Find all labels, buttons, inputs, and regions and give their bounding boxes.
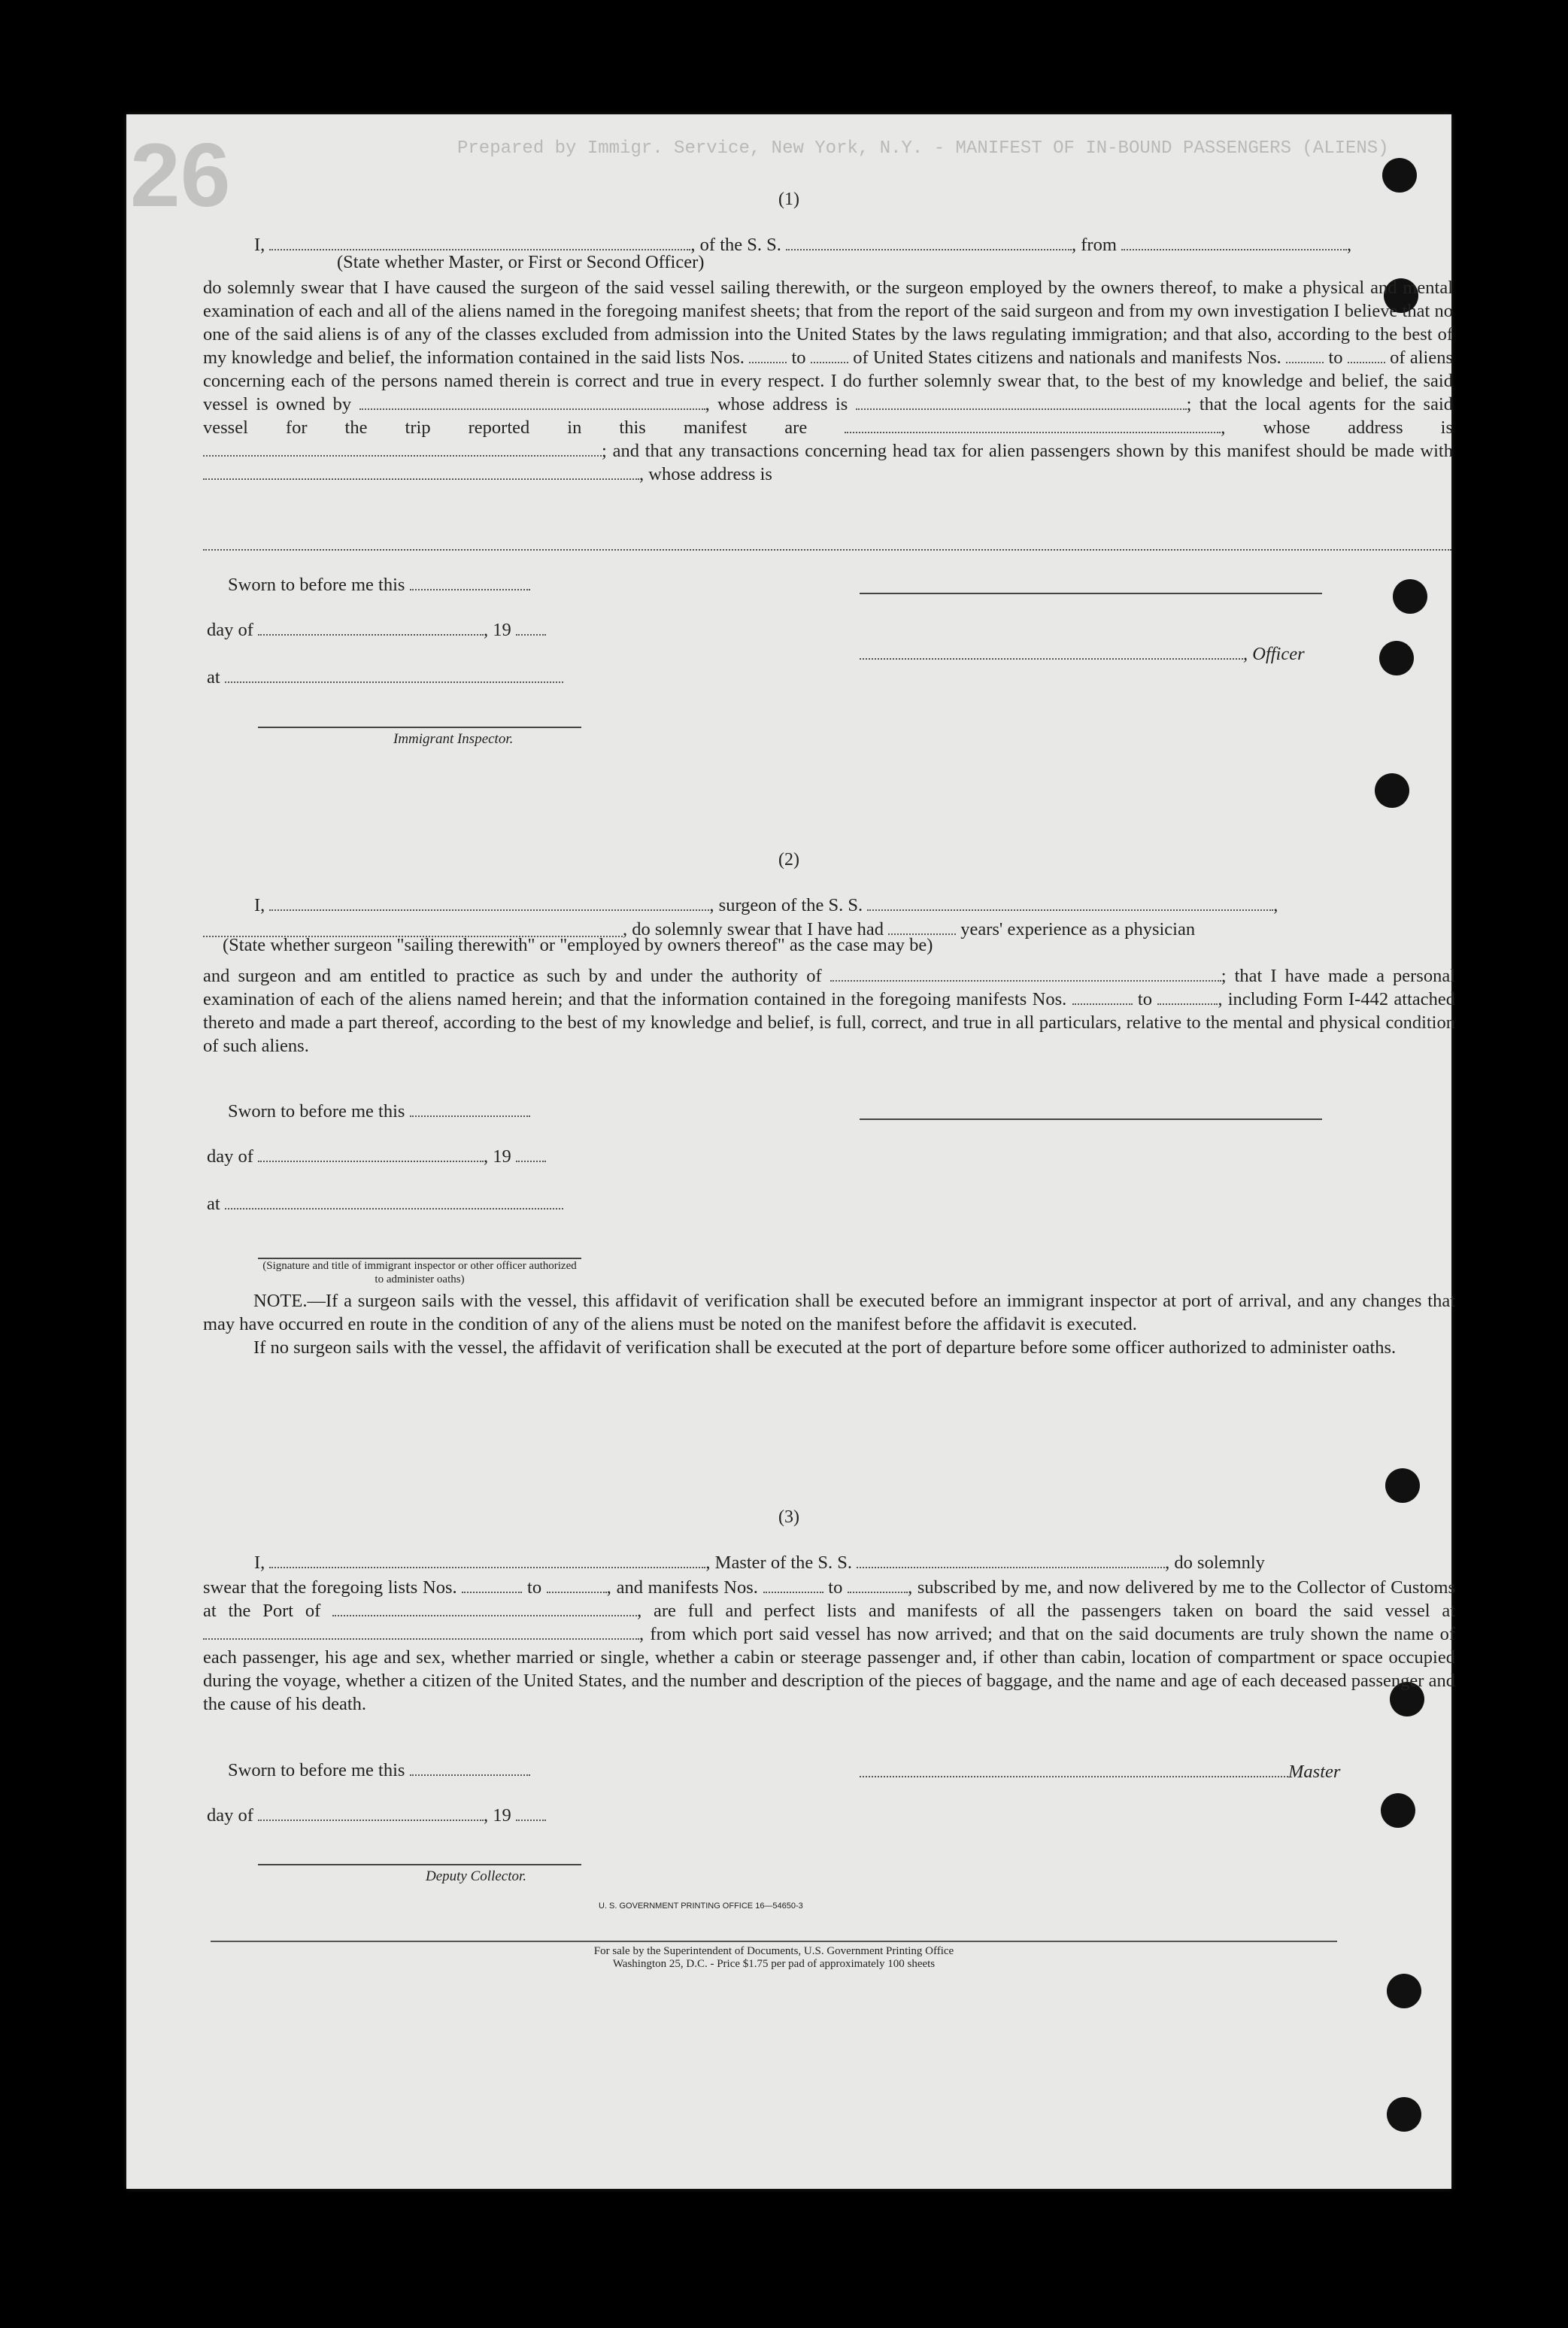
text-at: at [207,1194,220,1214]
manifests-from-field[interactable] [763,1578,823,1593]
immigrant-inspector-label: Immigrant Inspector. [393,731,514,747]
lists-to-field[interactable] [547,1578,607,1593]
year-field[interactable] [516,621,546,636]
surgeon-signature-line[interactable] [860,1118,1322,1120]
text-sworn: Sworn to before me this [228,575,405,595]
text-i: I, [254,1553,265,1573]
text-i: I, [254,235,265,255]
text-officer: , Officer [1243,644,1305,664]
text-master: Master [1288,1762,1341,1782]
faded-stamp-number: 26 [130,125,231,226]
section-3-number: (3) [778,1507,799,1527]
sworn-date-field[interactable] [410,575,530,590]
lists-from-field[interactable] [462,1578,522,1593]
text-year: , 19 [484,620,511,640]
text-whose-address: whose address is [1263,417,1454,438]
head-tax-party-field[interactable] [203,465,639,480]
punch-hole [1381,1793,1415,1828]
local-agents-field[interactable] [845,418,1221,433]
section-1-first-line: I, , of the S. S. , from , [254,235,1352,255]
note-block [203,1289,1455,1359]
deputy-collector-label: Deputy Collector. [426,1868,527,1884]
text-do-solemnly: , do solemnly [1165,1553,1265,1573]
state-note-2: (State whether surgeon "sailing therewith" or "employed by owners thereof" as the case may be) [223,935,933,955]
text-from: , from [1072,235,1117,255]
text-full-perfect: , are full and perfect lists and [637,1601,896,1621]
note-paragraph-a: NOTE.—If a surgeon sails with the vessel, this affidavit of verification shall be executed before an immigrant inspector at port of arrival, and any changes that may have occurred en route in the condition of any of the aliens must be noted on the manifest before the affidavit is executed. [203,1291,1455,1334]
manifests-to-field[interactable] [848,1578,908,1593]
text-master-of: , Master of the S. S. [705,1553,853,1573]
master-signature-field[interactable] [860,1762,1288,1777]
faded-heading: Prepared by Immigr. Service, New York, N.Y. - MANIFEST OF IN-BOUND PASSENGERS (ALIENS) [457,138,1389,159]
note-paragraph-b: If no surgeon sails with the vessel, the affidavit of verification shall be executed at the port of departure before some officer authorized to administer oaths. [253,1337,1397,1358]
section-3-first-line [254,1553,1265,1574]
section-1-text-a: do solemnly swear that I have caused the surgeon of the said vessel sailing therewith, or the surgeon employed by the owners thereof, to make a physical and mental examination of each and all of the aliens named in the foregoing manifest sheets; that from the report of the said surgeon and from my own investigation I believe that no one of the said aliens is of any of the classes excluded from admission into the United States by the laws regulating immigration; and that also, according to the best of my knowledge and belief, the information contained in the said lists Nos. [203,278,1453,368]
text-at: at [207,667,220,687]
section-3-text-c: manifests of all the passengers taken on board the said vessel at [907,1601,1456,1621]
at-place-field[interactable] [225,668,563,683]
manifests-from-field[interactable] [1072,990,1133,1005]
year-field[interactable] [516,1806,546,1821]
section-3-text-d: port said vessel has now arrived; and that on the said documents are truly shown the name of each passenger, his age and sex, whether married or single, whether a cabin or steerage passenger and, if other than cabin, location of compartment or space occupied during the voyage, whether a citizen of the United States, and the number and description of the pieces of baggage, and the name and age of each deceased passenger and the cause of his death. [203,1624,1456,1714]
section-2-number: (2) [778,850,799,870]
vessel-owner-field[interactable] [359,395,705,410]
punch-hole [1379,641,1414,675]
master-name-field[interactable] [269,1553,705,1568]
master-signature-line [860,1762,1340,1783]
text-to: to [527,1577,542,1598]
punch-hole [1387,1974,1421,2008]
punch-hole [1375,773,1409,808]
section-3-text-a: swear that the foregoing lists Nos. [203,1577,457,1598]
manifests-to-field[interactable] [1157,990,1218,1005]
text-day-of: day of [207,620,253,640]
inspector-signature-line[interactable] [258,727,581,728]
sale-notice-line-2: Washington 25, D.C. - Price $1.75 per pad of approximately 100 sheets [612,1958,936,1970]
year-field[interactable] [516,1147,546,1162]
day-of-line-3 [207,1805,546,1826]
text-to: to [1328,348,1343,368]
signature-title-note: (Signature and title of immigrant inspector or other officer authorized to administer oaths) [262,1260,577,1285]
port-field[interactable] [332,1601,637,1616]
text-whose-address: , whose address is [639,464,772,484]
text-year: , 19 [484,1805,511,1826]
section-3-text-b: delivered by me to the Collector of Customs at the Port of [203,1577,1456,1621]
surgeon-name-field[interactable] [269,896,709,911]
section-1-text-c: of aliens concerning each of the persons named therein is correct and true in every respect. I do further solemnly swear that, to the best of my knowledge and belief, the said vessel is owned by [203,348,1453,414]
text-to: to [1137,989,1152,1009]
day-of-line-2 [207,1146,546,1167]
text-to: to [828,1577,843,1598]
punch-hole [1385,1468,1420,1503]
lists-from-field[interactable] [749,348,787,363]
gpo-imprint: U. S. GOVERNMENT PRINTING OFFICE 16—54650-3 [599,1902,803,1911]
text-from-which: , from which [639,1624,738,1644]
officer-line [860,644,1305,665]
sworn-date-field[interactable] [410,1761,530,1776]
section-1-text-d: that the local agents for the said vessel for the trip reported in this manifest are [203,394,1454,438]
section-1-body: do solemnly swear that I have caused the surgeon of the said vessel sailing therewith, or the surgeon employed by the owners thereof, to make a physical and mental examination of each and all of the aliens named in the foregoing manifest sheets; that from the report of the said surgeon and from my own investigation I believe that no one of the said aliens is of any of the classes excluded from admission into the United States by the laws regulating immigration; and that also, according to the best of my knowledge and belief, the information contained in the said lists Nos. to of United States citizens and nationals and manifests Nos. to of aliens concerning each of the persons named therein is correct and true in every respect. I do further solemnly swear that, to the best of my knowledge and belief, the said vessel is owned by , whose address is ; that the local agents for the said vessel for the trip reported in this manifest are , whose address is ; and that any transactions concerning head tax for alien passengers shown by this manifest should be made with , whose address is [203,278,1454,484]
section-2-text-a: and surgeon and am entitled to practice as such by and under the authority of [203,966,822,986]
text-day-of: day of [207,1805,253,1826]
officer-name-field[interactable] [860,645,1243,660]
section-2-first-line: I, , surgeon of the S. S. , [254,895,1278,915]
sworn-date-field[interactable] [410,1102,530,1117]
sworn-line-2 [228,1101,530,1122]
text-day-of: day of [207,1146,253,1167]
day-of-field[interactable] [258,621,484,636]
section-1-text-e: ; and that any transactions concerning head tax for alien passengers shown by this manifest should be made with [602,441,1453,461]
text-do-swear: , do solemnly swear that I have had [623,919,884,939]
punch-hole [1382,158,1417,193]
origin-port-field[interactable] [1121,235,1347,250]
master-name-field[interactable] [269,235,690,250]
section-3-body [203,1576,1455,1716]
surgeon-vessel-field[interactable] [867,896,1273,911]
manifests-from-field[interactable] [1286,348,1324,363]
day-of-field[interactable] [258,1147,484,1162]
embarkation-port-field[interactable] [203,1625,639,1640]
at-place-field[interactable] [225,1194,563,1210]
text-sworn: Sworn to before me this [228,1760,405,1780]
section-1-number: (1) [778,190,799,209]
text-whose-address: , whose address is [705,394,848,414]
sworn-line-3 [228,1760,530,1781]
sale-notice-line-1: For sale by the Superintendent of Documents, U.S. Government Printing Office [593,1945,954,1957]
manifests-to-field[interactable] [1348,348,1385,363]
text-years-experience: years' experience as a physician [960,919,1196,939]
officer-signature-line[interactable] [860,593,1322,594]
authority-field[interactable] [830,967,1221,982]
vessel-name-field[interactable] [857,1553,1165,1568]
text-of-ss: , of the S. S. [690,235,781,255]
punch-hole [1387,2097,1421,2132]
state-note-1: (State whether Master, or First or Second Officer) [337,252,705,272]
text-sworn: Sworn to before me this [228,1101,405,1122]
at-line-1 [207,667,563,688]
text-subscribed: , subscribed by me, and now [908,1577,1121,1598]
lists-to-field[interactable] [811,348,848,363]
text-i: I, [254,895,265,915]
text-to: to [791,348,806,368]
section-2-body: and surgeon and am entitled to practice as such by and under the authority of ; that I have made a personal examination of each of the aliens named herein; and that the information contained in the foregoing manifests Nos. to , including Form I-442 attached thereto and made a part thereof, according to the best of my knowledge and belief, is full, correct, and true in all particulars, relative to the mental and physical condition of such aliens. [203,966,1456,1056]
section-1-text-b: of United States citizens and nationals and manifests Nos. [853,348,1281,368]
collector-signature-line[interactable] [258,1864,581,1865]
text-year: , 19 [484,1146,511,1167]
day-of-line-1 [207,620,546,641]
years-experience-field[interactable] [888,920,956,935]
owner-address-field[interactable] [856,395,1187,410]
text-and-manifests: , and manifests Nos. [606,1577,758,1598]
day-of-field[interactable] [258,1806,484,1821]
head-tax-address-field[interactable] [203,549,1451,551]
section-2-text-b: that I have made a personal examination of each of the aliens named herein; and that the information contained in the foregoing manifests Nos. [203,966,1456,1009]
sworn-line-1 [228,575,530,596]
agents-address-field[interactable] [203,442,602,457]
text-surgeon-of: , surgeon of the S. S. [709,895,863,915]
at-line-2 [207,1194,563,1215]
footer-rule [211,1941,1337,1942]
sale-notice [211,1945,1337,1971]
punch-hole [1393,579,1427,614]
vessel-name-field[interactable] [786,235,1072,250]
section-2-text-c: , including Form I-442 attached thereto and made a part thereof, according to the best of my knowledge and belief, is full, correct, and true in all particulars, relative to the mental and physical condition of such aliens. [203,989,1456,1056]
manifest-form-page [126,114,1456,2189]
